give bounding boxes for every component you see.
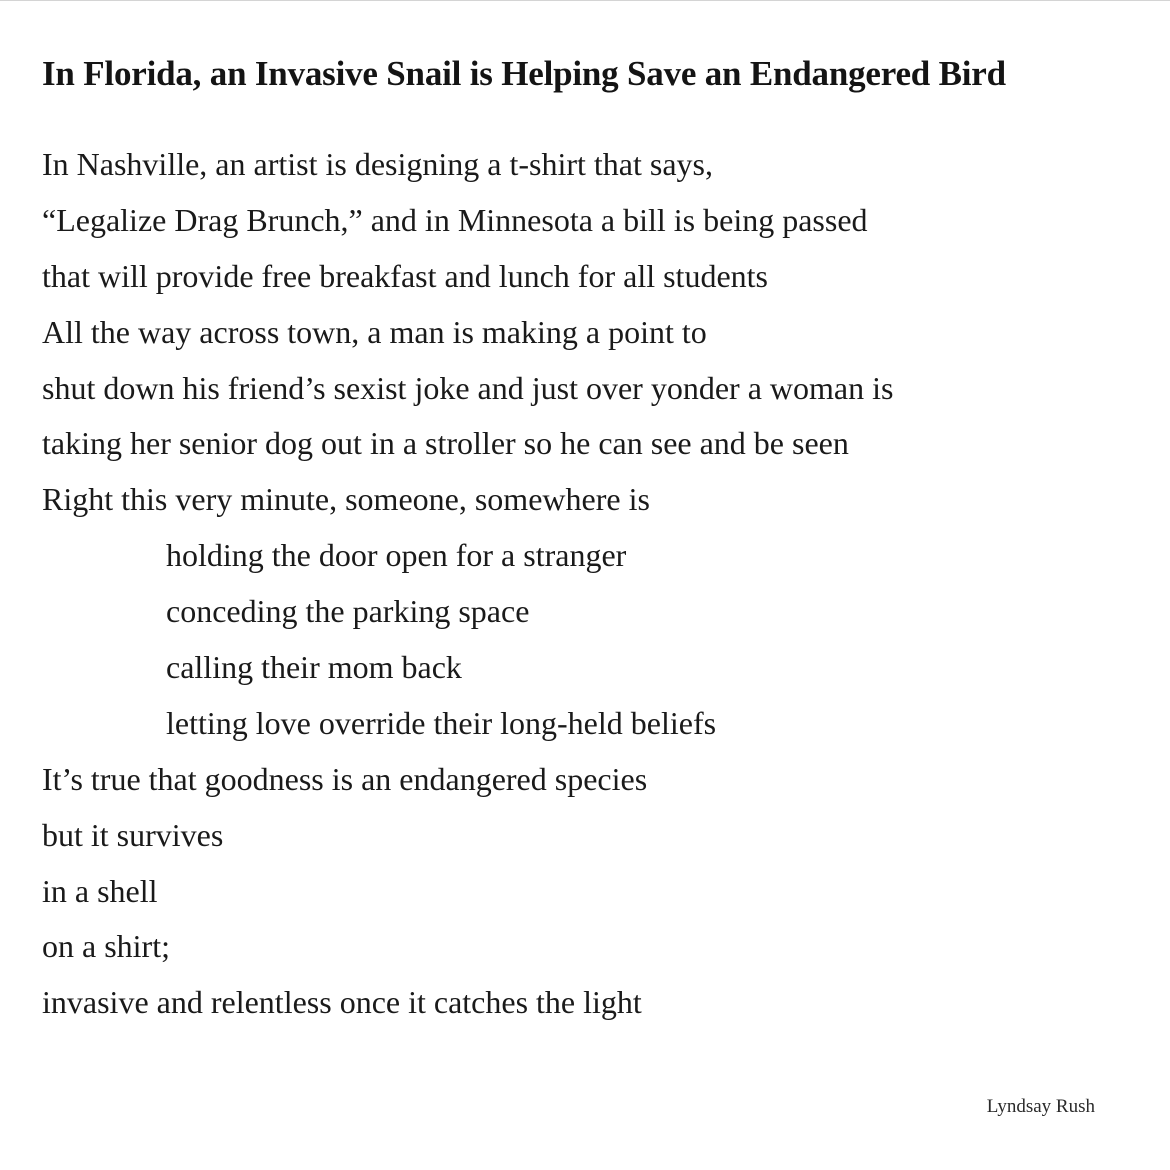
poem-line: Right this very minute, someone, somewhere is — [42, 481, 650, 518]
poem-line-indented: letting love override their long-held beliefs — [166, 704, 717, 741]
poem-title: In Florida, an Invasive Snail is Helping Save an Endangered Bird — [42, 54, 1006, 93]
author-signature: Lyndsay Rush — [986, 1096, 1095, 1117]
poem-line: but it survives — [42, 816, 224, 853]
poem-line: In Nashville, an artist is designing a t-shirt that says, — [42, 146, 713, 182]
poem-body — [42, 141, 1132, 1035]
poem-line: It’s true that goodness is an endangered species — [42, 760, 648, 797]
poem-line-indented: conceding the parking space — [166, 593, 530, 630]
poem-line: All the way across town, a man is making a point to — [42, 313, 707, 350]
poem-line: invasive and relentless once it catches the light — [42, 984, 642, 1021]
poem-line: on a shirt; — [42, 928, 170, 965]
poem-line: shut down his friend’s sexist joke and just over yonder a woman is — [42, 369, 894, 406]
poem-line: taking her senior dog out in a stroller so he can see and be seen — [42, 425, 849, 462]
poem-line: “Legalize Drag Brunch,” and in Minnesota a bill is being passed — [42, 201, 868, 238]
poem-line: in a shell — [42, 872, 158, 909]
poem-line-indented: holding the door open for a stranger — [166, 537, 627, 574]
poem-line-indented: calling their mom back — [166, 649, 462, 686]
poem-line: that will provide free breakfast and lunch for all students — [42, 257, 768, 294]
